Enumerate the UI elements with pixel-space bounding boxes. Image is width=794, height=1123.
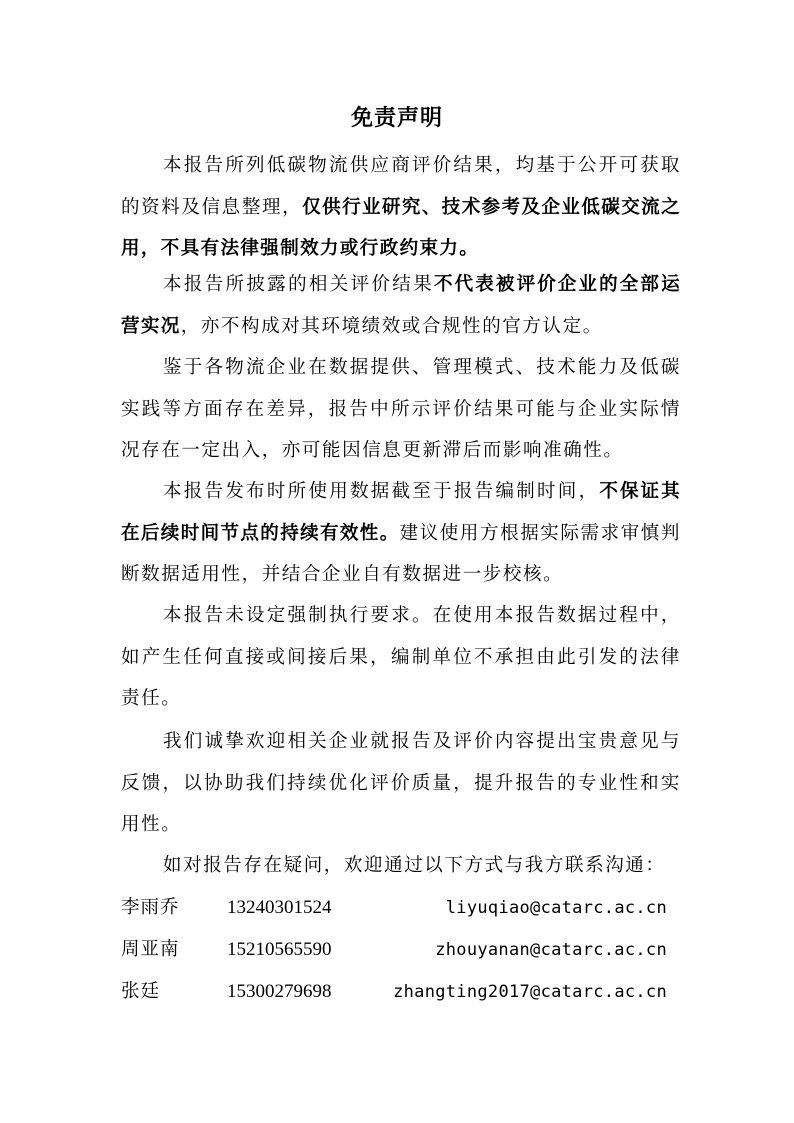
paragraph-feedback — [121, 721, 681, 846]
paragraph-liability — [121, 595, 681, 720]
paragraph-emphasis: 仅供行业研究、技术参考及企业低碳交流之用，不具有法律强制效力或行政约束力。 — [121, 196, 681, 259]
paragraph-text: 本报告未设定强制执行要求。在使用本报告数据过程中，如产生任何直接或间接后果，编制单位不承担由此引发的法律责任。 — [121, 605, 681, 709]
paragraph-text: 鉴于各物流企业在数据提供、管理模式、技术能力及低碳实践等方面存在差异，报告中所示评价结果可能与企业实际情况存在一定出入，亦可能因信息更新滞后而影响准确性。 — [121, 357, 681, 461]
contact-row — [121, 972, 681, 1012]
paragraph-text: 本报告发布时所使用数据截至于报告编制时间， — [163, 481, 600, 502]
paragraph-text: 本报告所披露的相关评价结果 — [163, 274, 434, 295]
contact-phone: 13240301524 — [227, 897, 332, 918]
contact-name: 周亚南 — [121, 939, 180, 960]
paragraph-text: 建议使用方根据实际需求审慎判断数据适用性，并结合企业自有数据进一步校核。 — [121, 522, 682, 585]
paragraph-results-scope — [121, 264, 681, 347]
paragraph-text: 如对报告存在疑问，欢迎通过以下方式与我方联系沟通： — [163, 855, 666, 876]
paragraph-data-validity — [121, 471, 681, 596]
paragraph-emphasis: 不代表被评价企业的全部运营实况 — [121, 274, 681, 337]
paragraph-disclaimer-scope — [121, 145, 681, 270]
paragraph-text: 我们诚挚欢迎相关企业就报告及评价内容提出宝贵意见与反馈，以协助我们持续优化评价质量，提升报告的专业性和实用性。 — [121, 731, 681, 835]
paragraph-emphasis: 不保证其在后续时间节点的持续有效性。 — [121, 481, 681, 544]
contact-phone: 15300279698 — [227, 981, 332, 1002]
paragraph-text: 本报告所列低碳物流供应商评价结果，均基于公开可获取的资料及信息整理， — [121, 155, 681, 218]
page-title: 免责声明 — [350, 105, 443, 131]
paragraph-accuracy — [121, 347, 681, 472]
contact-name: 李雨乔 — [121, 897, 180, 918]
contact-email[interactable]: zhouyanan@catarc.ac.cn — [435, 940, 667, 960]
paragraph-text: ，亦不构成对其环境绩效或合规性的官方认定。 — [180, 315, 603, 337]
contact-row — [121, 930, 681, 970]
contact-phone: 15210565590 — [227, 939, 332, 960]
contact-email[interactable]: zhangting2017@catarc.ac.cn — [393, 982, 667, 1002]
contact-row — [121, 888, 681, 928]
contact-name: 张廷 — [121, 981, 161, 1002]
paragraph-contact-intro — [121, 845, 681, 887]
contact-email[interactable]: liyuqiao@catarc.ac.cn — [445, 898, 667, 918]
